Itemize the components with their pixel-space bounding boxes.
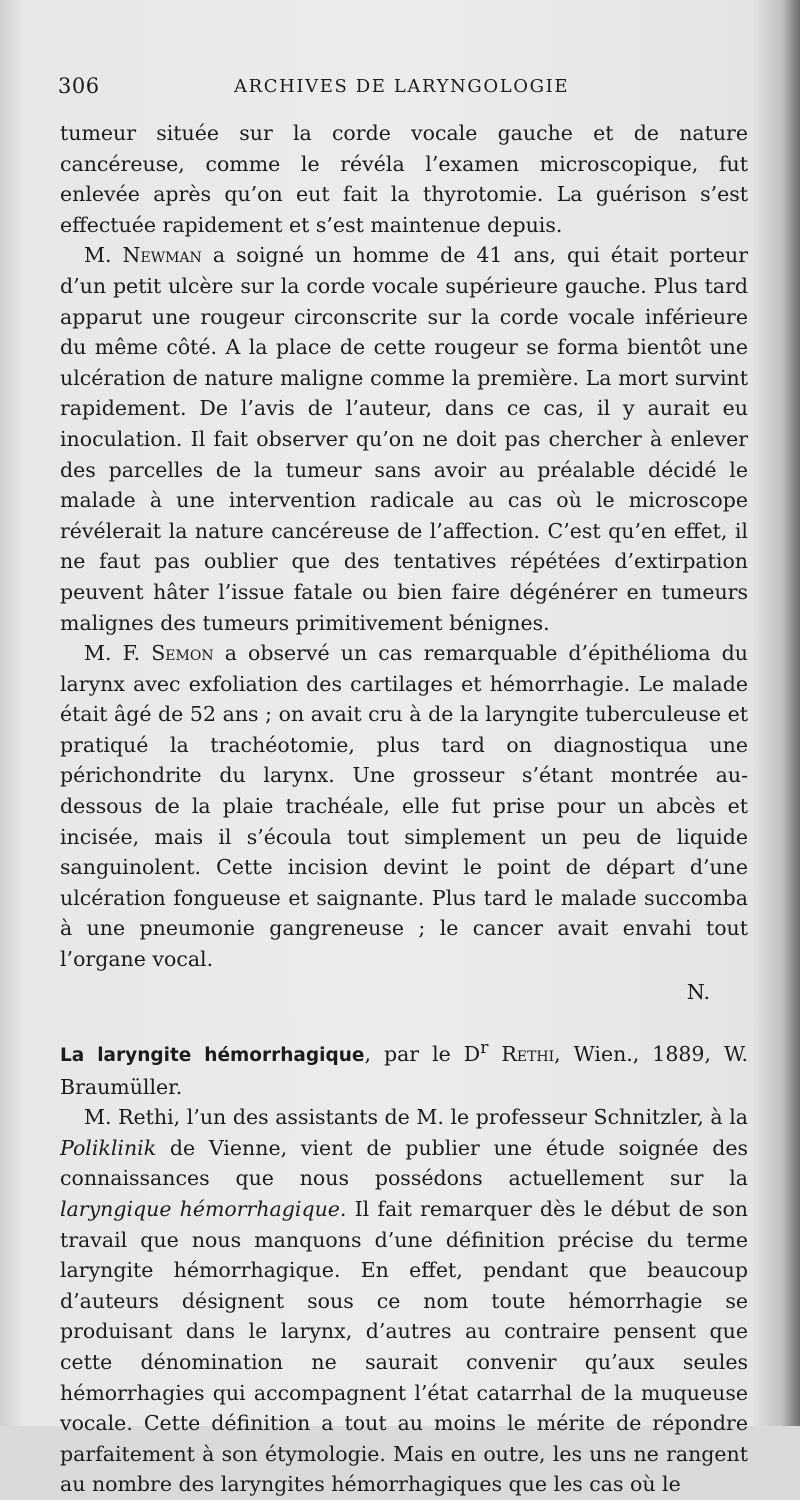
review-author: Rethi	[501, 1042, 555, 1067]
review-text: Il fait remarquer dès le début de son travail que nous manquons d’une définition précise du terme laryngite hémorrhagique. En effet, pendant que beaucoup d’auteurs désignent sous ce nom toute hémorrhagie se produisant dans le larynx, d’autres au contraire pensent que cette dénomination ne saurait convenir qu’aux seules hémorrhagies qui accompagnent l’état catarrhal de la muqueuse vocale. Cette définition a tout au moins le mérite de répondre parfaitement à son étymologie. Mais en outre, les uns ne rangent au nombre des laryngites hémorrhagiques que les cas où le	[60, 1197, 749, 1497]
signature: N.	[686, 979, 710, 1004]
review-paragraph	[60, 1102, 748, 1500]
review-italic: laryngique hémorrhagique.	[60, 1197, 347, 1222]
review-title-part: , Wien., 1889, W. Braumüller.	[60, 1042, 748, 1099]
review-title	[60, 1033, 748, 1102]
review-title-bold: La laryngite hémorrhagique	[60, 1045, 365, 1067]
paragraph-text: a soigné un homme de 41 ans, qui était porteur d’un petit ulcère sur la corde vocale supérieure gauche. Plus tard apparut une rougeur circonscrite sur la corde vocale inférieure du même côté. A la place de cette rougeur se forma bientôt une ulcération de nature maligne comme la première. La mort survint rapidement. De l’avis de l’auteur, dans ce cas, il y aurait eu inoculation. Il fait observer qu’on ne doit pas chercher à enlever des parcelles de la tumeur sans avoir au préalable décidé le malade à une intervention radicale au cas où le microscope révélerait la nature cancéreuse de l’affection. C’est qu’en effet, il ne faut pas oublier que des tentatives répétées d’extirpation peuvent hâter l’issue fatale ou bien faire dégénérer en tumeurs malignes des tumeurs primitivement bénignes.	[60, 243, 748, 635]
review-title-sup: r	[480, 1038, 489, 1059]
paragraph-semon	[60, 638, 748, 975]
running-head	[58, 74, 750, 104]
running-title: ARCHIVES DE LARYNGOLOGIE	[234, 76, 570, 97]
paragraph-continuation: tumeur située sur la corde vocale gauche et de nature cancéreuse, comme le révéla l’examen microscopique, fut enlevée après qu’on eut fait la thyrotomie. La guérison s’est effectuée rapidement et s’est maintenue depuis.	[60, 121, 748, 237]
body-text	[60, 118, 748, 1500]
review-text: M. Rethi, l’un des assistants de M. le professeur Schnitzler, à la	[84, 1105, 748, 1130]
review-text: de Vienne, vient de publier une étude soignée des connaissances que nous possédons actuellement sur la	[60, 1135, 748, 1191]
review-italic: Poliklinik	[60, 1135, 157, 1160]
page-number: 306	[58, 74, 100, 98]
author-name: M. F. Semon	[84, 641, 214, 666]
review-title-part: , par le D	[364, 1042, 481, 1067]
paragraph-newman	[60, 240, 748, 638]
author-name: M. Newman	[84, 243, 202, 268]
paragraph-text: a observé un cas remarquable d’épithélioma du larynx avec exfoliation des cartilages et hémorrhagie. Le malade était âgé de 52 ans ; on avait cru à de la laryngite tuberculeuse et pratiqué la trachéotomie, plus tard on diagnostiqua une périchondrite du larynx. Une grosseur s’étant montrée au-dessous de la plaie trachéale, elle fut prise pour un abcès et incisée, mais il s’écoula tout simplement un peu de liquide sanguinolent. Cette incision devint le point de départ d’une ulcération fongueuse et saignante. Plus tard le malade succomba à une pneumonie gangreneuse ; le cancer avait envahi tout l’organe vocal.	[60, 641, 748, 972]
